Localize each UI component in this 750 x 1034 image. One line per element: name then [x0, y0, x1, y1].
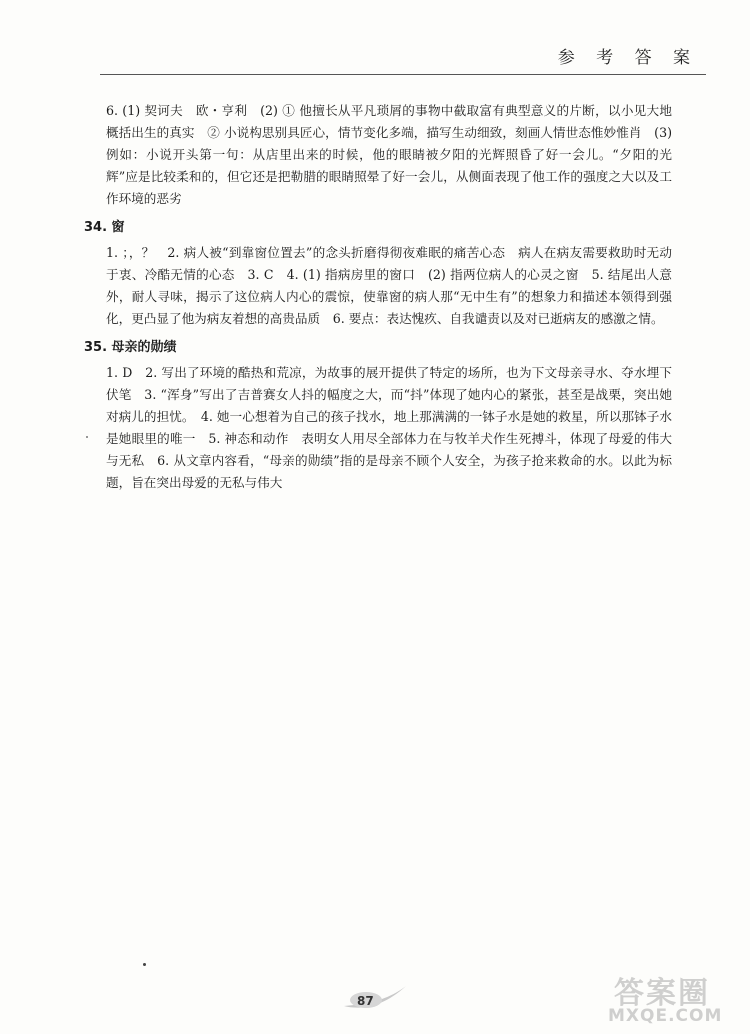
answer-content — [84, 100, 672, 494]
page-number: 87 — [357, 994, 374, 1008]
running-header: 参 考 答 案 — [557, 48, 698, 68]
print-speck — [143, 963, 146, 966]
watermark-logo — [600, 968, 746, 1030]
page-number-swoosh-icon — [342, 984, 408, 1010]
watermark-url: MXQE.COM — [608, 1006, 723, 1026]
section-35-answers: 1. D 2. 写出了环境的酷热和荒凉，为故事的展开提供了特定的场所，也为下文母亲寻水、夺水埋下伏笔 3. “浑身”写出了吉普赛女人抖的幅度之大，而“抖”体现了她内心的紧张，甚至是战栗，突出她对病儿的担忧。 4. 她一心想着为自己的孩子找水，地上那满满的一钵子水是她的救星，所以那钵子水是她眼里的唯一 5. 神态和动作 表明女人用尽全部体力在与牧羊犬作生死搏斗，体现了母爱的伟大与无私 6. 从文章内容看，“母亲的勋绩”指的是母亲不顾个人安全，为孩子抢来救命的水。以此为标题，旨在突出母爱的无私与伟大 — [106, 365, 672, 490]
print-speck — [86, 436, 88, 438]
section-title-35: 35. 母亲的勋绩 — [84, 340, 177, 355]
section-title-34: 34. 窗 — [84, 220, 125, 235]
header-rule — [100, 74, 706, 75]
watermark-text: 答案圈 — [614, 976, 710, 1011]
section-34-answers: 1. ；，？ 2. 病人被“到靠窗位置去”的念头折磨得彻夜难眠的痛苦心态 病人在病友需要救助时无动于衷、冷酷无情的心态 3. C 4. (1) 指病房里的窗口 (2) 指两位病人的心灵之窗 5. 结尾出人意外，耐人寻味，揭示了这位病人内心的震惊，使靠窗的病人那“无中生有”的想象力和描述本领得到强化，更凸显了他为病友着想的高贵品质 6. 要点：表达愧疚、自我谴责以及对已逝病友的感激之情。 — [106, 245, 672, 326]
answer-q6-previous: 6. (1) 契诃夫 欧・亨利 (2) ① 他擅长从平凡琐屑的事物中截取富有典型意义的片断，以小见大地概括出生的真实 ② 小说构思别具匠心，情节变化多端，描写生动细致，刻画人情世态惟妙惟肖 (3) 例如：小说开头第一句：从店里出来的时候，他的眼睛被夕阳的光辉照昏了好一会儿。“夕阳的光辉”应是比较柔和的，但它还是把勒腊的眼睛照晕了好一会儿，从侧面表现了他工作的强度之大以及工作环境的恶劣 — [106, 103, 672, 206]
